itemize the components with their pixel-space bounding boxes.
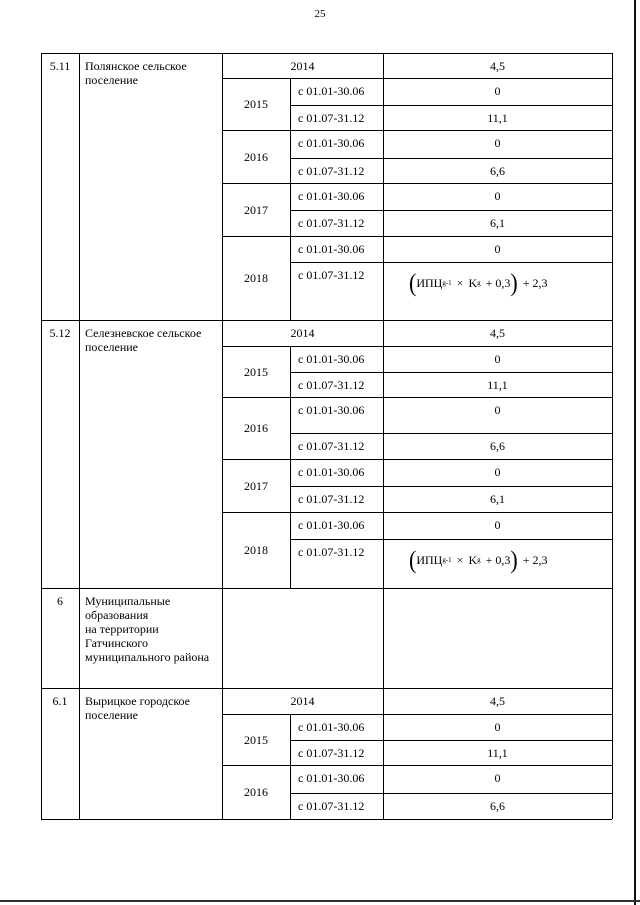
- row-name-line: Муниципальные: [85, 594, 171, 608]
- formula-open-paren: (: [409, 545, 417, 574]
- period-label: с 01.07-31.12: [298, 746, 365, 760]
- formula-times: ×: [456, 552, 464, 567]
- period-value: 0: [494, 771, 501, 785]
- table-rule: [222, 78, 612, 79]
- section-bottom-rule: [41, 320, 612, 321]
- table-rule: [222, 236, 612, 237]
- period-value: 0: [494, 242, 501, 256]
- table-rule: [612, 53, 613, 320]
- table-rule: [290, 158, 612, 159]
- table-rule: [41, 588, 42, 688]
- period-label: с 01.01-30.06: [298, 403, 365, 417]
- year-label: 2018: [244, 271, 268, 285]
- scan-edge-right: [634, 0, 636, 905]
- period-value: 0: [494, 84, 501, 98]
- period-value: 0: [494, 518, 501, 532]
- period-label: с 01.01-30.06: [298, 242, 365, 256]
- table-rule: [612, 320, 613, 588]
- row-name-line: поселение: [85, 73, 139, 87]
- period-label: с 01.01-30.06: [298, 136, 365, 150]
- year-label: 2016: [244, 149, 268, 164]
- period-value: 11,1: [487, 746, 508, 760]
- period-value: 0: [494, 720, 501, 734]
- period-value: 0: [494, 352, 501, 366]
- year-label: 2017: [244, 202, 268, 217]
- formula-sub-1: g-1: [442, 279, 452, 287]
- table-rule: [290, 105, 612, 106]
- period-label: с 01.07-31.12: [298, 799, 365, 813]
- table-rule: [222, 130, 612, 131]
- period-value: 6,6: [490, 439, 505, 453]
- table-rule: [222, 765, 612, 766]
- period-value: 0: [494, 189, 501, 203]
- table-rule: [290, 459, 291, 512]
- formula-times: ×: [456, 275, 464, 290]
- table-rule: [290, 372, 612, 373]
- period-label: с 01.01-30.06: [298, 84, 365, 98]
- period-label: с 01.07-31.12: [298, 545, 365, 559]
- table-rule: [290, 183, 291, 236]
- period-label: с 01.01-30.06: [298, 771, 365, 785]
- period-value: 6,1: [490, 216, 505, 230]
- period-label: с 01.07-31.12: [298, 492, 365, 506]
- row-name-line: образования: [85, 608, 149, 622]
- period-value: 11,1: [487, 111, 508, 125]
- table-rule: [612, 588, 613, 688]
- table-rule: [290, 433, 612, 434]
- table-rule: [79, 320, 80, 588]
- table-rule: [222, 688, 223, 819]
- year-label: 2015: [244, 732, 268, 747]
- table-rule: [222, 346, 612, 347]
- page-number: 25: [314, 8, 326, 20]
- section-bottom-rule: [41, 588, 612, 589]
- period-value: 6,6: [490, 799, 505, 813]
- formula-base: ИПЦ: [416, 275, 443, 290]
- formula-sub-1: g-1: [442, 556, 452, 564]
- row-code-5-12: 5.12: [49, 326, 71, 340]
- base-value: 4,5: [490, 59, 505, 73]
- table-rule: [41, 320, 42, 588]
- table-rule: [222, 588, 223, 688]
- table-rule: [383, 588, 384, 688]
- table-rule: [290, 130, 291, 183]
- table-rule: [383, 53, 384, 320]
- row-code-6: 6: [57, 594, 63, 608]
- formula-plus-term: + 0,3: [485, 275, 511, 290]
- period-value: 6,1: [490, 492, 505, 506]
- section-bottom-rule: [41, 688, 612, 689]
- period-value: 0: [494, 136, 501, 150]
- scan-edge-bottom: [0, 900, 640, 902]
- formula-open-paren: (: [409, 268, 417, 297]
- formula-k: K: [468, 275, 478, 290]
- period-label: с 01.07-31.12: [298, 111, 365, 125]
- table-rule: [290, 210, 612, 211]
- formula-tail: + 2,3: [522, 275, 548, 290]
- base-year: 2014: [290, 59, 315, 73]
- table-rule: [290, 539, 612, 540]
- row-code-5-11: 5.11: [49, 59, 71, 73]
- period-value: 0: [494, 403, 501, 417]
- table-rule: [383, 688, 384, 819]
- table-rule: [383, 320, 384, 588]
- period-label: с 01.07-31.12: [298, 216, 365, 230]
- table-rule: [222, 714, 612, 715]
- year-label: 2016: [244, 785, 268, 799]
- year-label: 2017: [244, 478, 268, 493]
- formula-plus-term: + 0,3: [485, 552, 511, 567]
- table-rule: [222, 53, 223, 320]
- formula-close-paren: ): [510, 268, 518, 297]
- table-rule: [290, 262, 612, 263]
- row-name-line: поселение: [85, 708, 139, 722]
- formula-sub-2: g: [477, 279, 481, 287]
- table-rule: [290, 765, 291, 819]
- formula-base: ИПЦ: [416, 552, 443, 567]
- row-name-line: Селезневское сельское: [85, 326, 202, 340]
- table-rule: [290, 793, 612, 794]
- period-label: с 01.01-30.06: [298, 518, 365, 532]
- base-value: 4,5: [490, 326, 505, 340]
- table-rule: [290, 78, 291, 130]
- table-top-rule: [41, 53, 612, 54]
- formula-sub-2: g: [477, 556, 481, 564]
- table-rule: [79, 688, 80, 819]
- period-label: с 01.01-30.06: [298, 465, 365, 479]
- table-rule: [222, 183, 612, 184]
- table-rule: [41, 53, 42, 320]
- table-rule: [290, 512, 291, 588]
- formula-close-paren: ): [510, 545, 518, 574]
- table-rule: [290, 397, 291, 459]
- period-label: с 01.07-31.12: [298, 439, 365, 453]
- table-rule: [290, 740, 612, 741]
- tariff-formula: [409, 268, 548, 297]
- year-label: 2015: [244, 364, 268, 379]
- section-bottom-rule: [41, 819, 612, 820]
- table-rule: [79, 53, 80, 320]
- period-value: 6,6: [490, 164, 505, 178]
- row-name-line: Гатчинского: [85, 636, 148, 650]
- table-rule: [222, 397, 612, 398]
- base-year: 2014: [290, 326, 315, 340]
- period-label: с 01.01-30.06: [298, 189, 365, 203]
- period-value: 0: [494, 465, 501, 479]
- year-label: 2018: [244, 543, 268, 557]
- table-rule: [41, 688, 42, 819]
- table-rule: [222, 320, 223, 588]
- table-rule: [222, 459, 612, 460]
- year-label: 2016: [244, 421, 268, 435]
- period-value: 11,1: [487, 378, 508, 392]
- table-rule: [79, 588, 80, 688]
- table-rule: [612, 688, 613, 819]
- period-label: с 01.01-30.06: [298, 720, 365, 734]
- formula-tail: + 2,3: [522, 552, 548, 567]
- period-label: с 01.01-30.06: [298, 352, 365, 366]
- table-rule: [290, 346, 291, 397]
- formula-k: K: [468, 552, 478, 567]
- row-name-line: на территории: [85, 622, 159, 636]
- period-label: с 01.07-31.12: [298, 268, 365, 282]
- table-rule: [290, 236, 291, 320]
- period-label: с 01.07-31.12: [298, 164, 365, 178]
- row-name-line: Полянское сельское: [85, 59, 187, 73]
- row-name-line: Вырицкое городское: [85, 694, 191, 708]
- table-rule: [290, 486, 612, 487]
- row-name-line: поселение: [85, 340, 139, 354]
- year-label: 2015: [244, 97, 268, 111]
- tariff-formula: [409, 545, 548, 574]
- base-year: 2014: [290, 694, 315, 708]
- base-value: 4,5: [490, 694, 505, 708]
- row-name-line: муниципального района: [85, 650, 210, 664]
- table-rule: [222, 512, 612, 513]
- period-label: с 01.07-31.12: [298, 378, 365, 392]
- row-code-6-1: 6.1: [52, 694, 68, 708]
- table-rule: [290, 714, 291, 765]
